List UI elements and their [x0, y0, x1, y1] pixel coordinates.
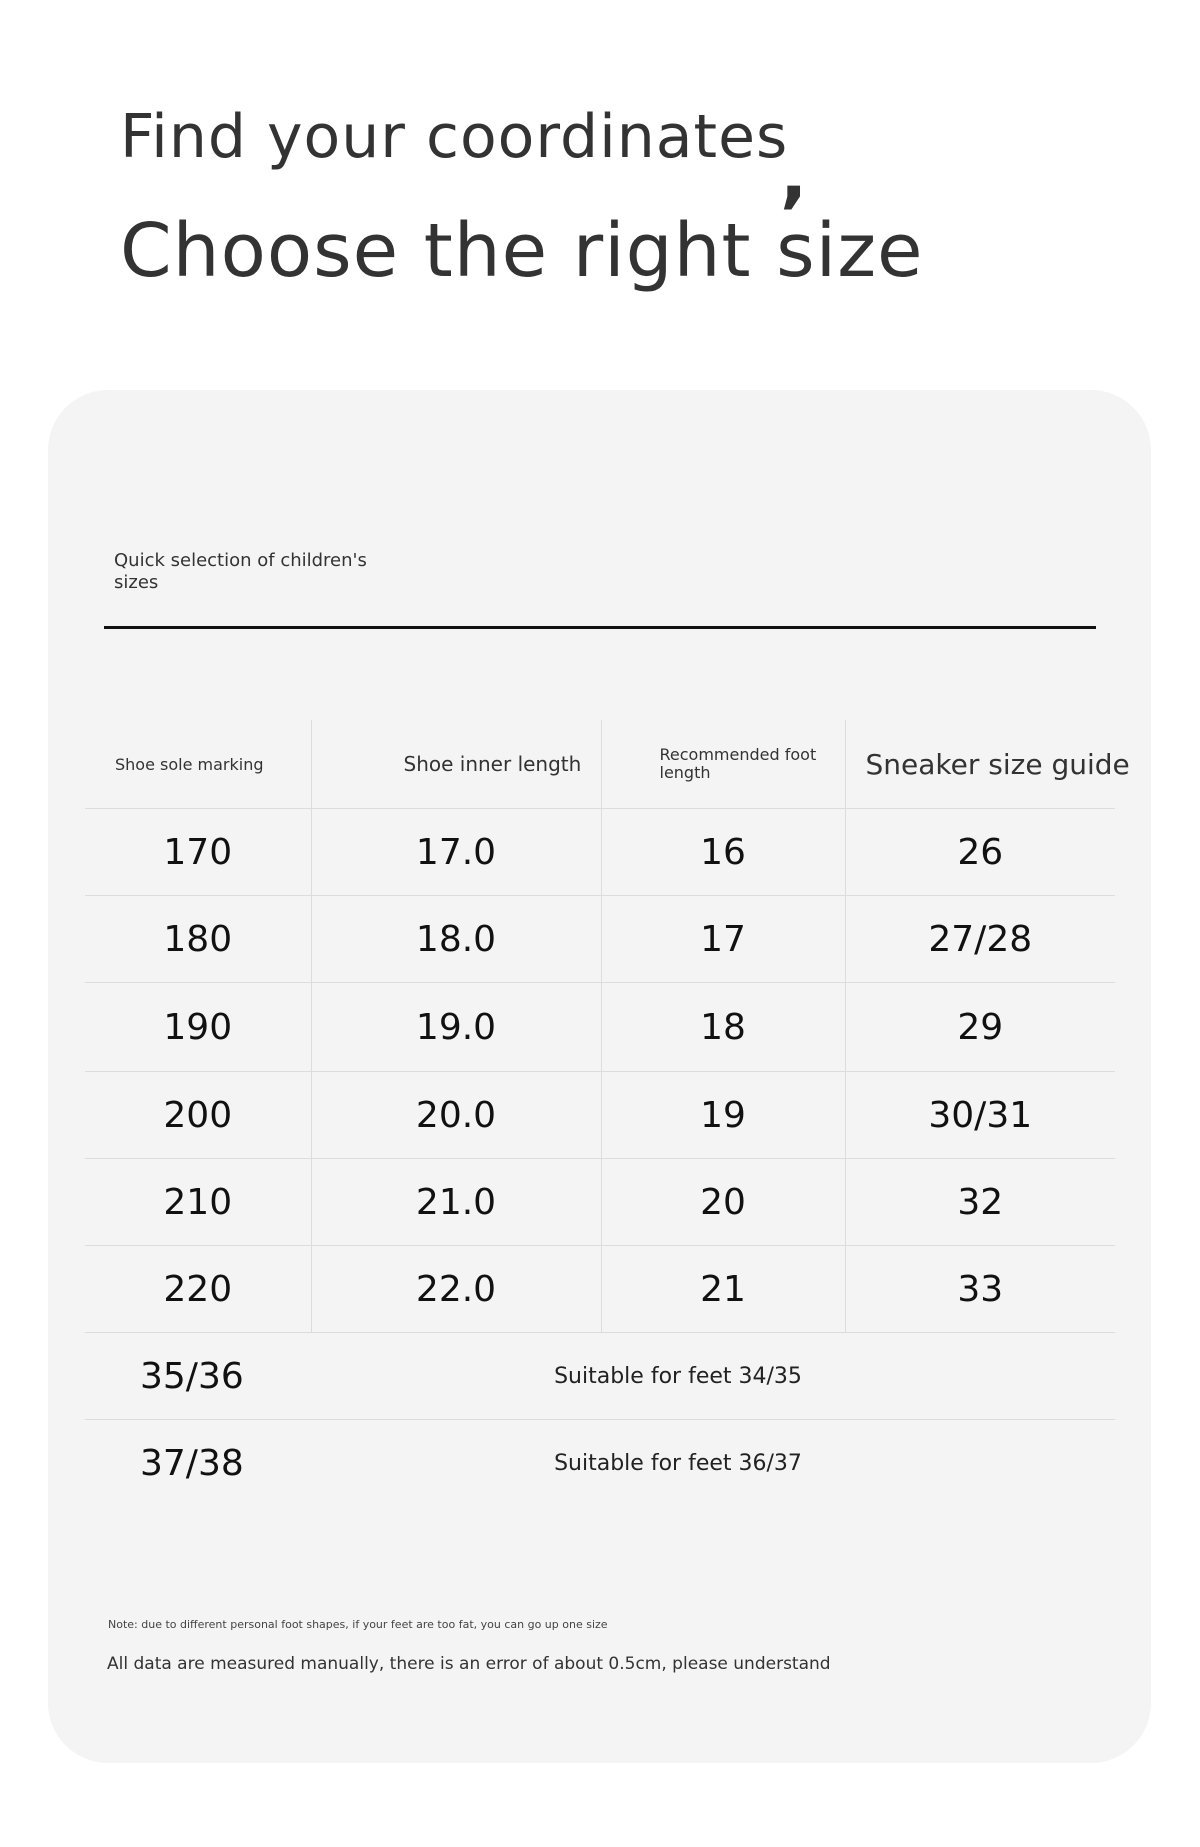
cell-sneaker-size: 29	[845, 983, 1115, 1072]
cell-foot-length: 16	[601, 809, 845, 896]
cell-sole-marking: 210	[85, 1159, 311, 1246]
sizing-note-small: Note: due to different personal foot shapes, if your feet are too fat, you can go up one size	[108, 1618, 608, 1631]
cell-inner-length: 22.0	[311, 1246, 601, 1333]
table-row-extra	[85, 1333, 1115, 1420]
table-row	[85, 809, 1115, 896]
headline-line-1-text: Find your coordinates	[120, 102, 789, 172]
table-row-extra	[85, 1420, 1115, 1507]
cell-foot-length: 17	[601, 896, 845, 983]
cell-extra-note: Suitable for feet 36/37	[554, 1450, 802, 1476]
header-shoe-inner-length: Shoe inner length	[311, 720, 601, 809]
cell-sole-marking: 220	[85, 1246, 311, 1333]
cell-extra-note: Suitable for feet 34/35	[311, 1333, 1115, 1420]
section-title: Quick selection of children's sizes	[114, 550, 367, 593]
header-recommended-foot-length: Recommended foot length	[601, 720, 845, 809]
size-guide-card	[48, 390, 1151, 1763]
cell-extra-size: 37/38	[140, 1442, 244, 1484]
table-row	[85, 1072, 1115, 1159]
cell-foot-length: 20	[601, 1159, 845, 1246]
table-row	[85, 1246, 1115, 1333]
headline-line-1	[120, 102, 809, 216]
cell-foot-length: 21	[601, 1246, 845, 1333]
cell-inner-length: 19.0	[311, 983, 601, 1072]
size-table	[85, 720, 1130, 1506]
cell-sneaker-size: 27/28	[845, 896, 1115, 983]
headline-comma: ,	[780, 132, 809, 216]
cell-inner-length: 17.0	[311, 809, 601, 896]
cell-sole-marking: 180	[85, 896, 311, 983]
cell-sole-marking: 200	[85, 1072, 311, 1159]
cell-inner-length: 18.0	[311, 896, 601, 983]
cell-sneaker-size: 33	[845, 1246, 1115, 1333]
measurement-disclaimer: All data are measured manually, there is an error of about 0.5cm, please understand	[107, 1654, 831, 1674]
cell-sneaker-size: 30/31	[845, 1072, 1115, 1159]
cell-sneaker-size: 32	[845, 1159, 1115, 1246]
cell-sneaker-size: 26	[845, 809, 1115, 896]
cell-foot-length: 19	[601, 1072, 845, 1159]
cell-sole-marking: 190	[85, 983, 311, 1072]
cell-sole-marking: 170	[85, 809, 311, 896]
header-sneaker-size-guide: Sneaker size guide	[845, 720, 1115, 809]
table-row	[85, 983, 1115, 1072]
table-row	[85, 896, 1115, 983]
header-shoe-sole-marking: Shoe sole marking	[85, 720, 311, 809]
cell-extra-size: 35/36	[85, 1333, 311, 1420]
table-row	[85, 1159, 1115, 1246]
cell-inner-length: 21.0	[311, 1159, 601, 1246]
cell-inner-length: 20.0	[311, 1072, 601, 1159]
section-divider	[104, 626, 1096, 629]
headline-line-2: Choose the right size	[120, 208, 924, 294]
cell-foot-length: 18	[601, 983, 845, 1072]
table-header-row	[85, 720, 1115, 809]
